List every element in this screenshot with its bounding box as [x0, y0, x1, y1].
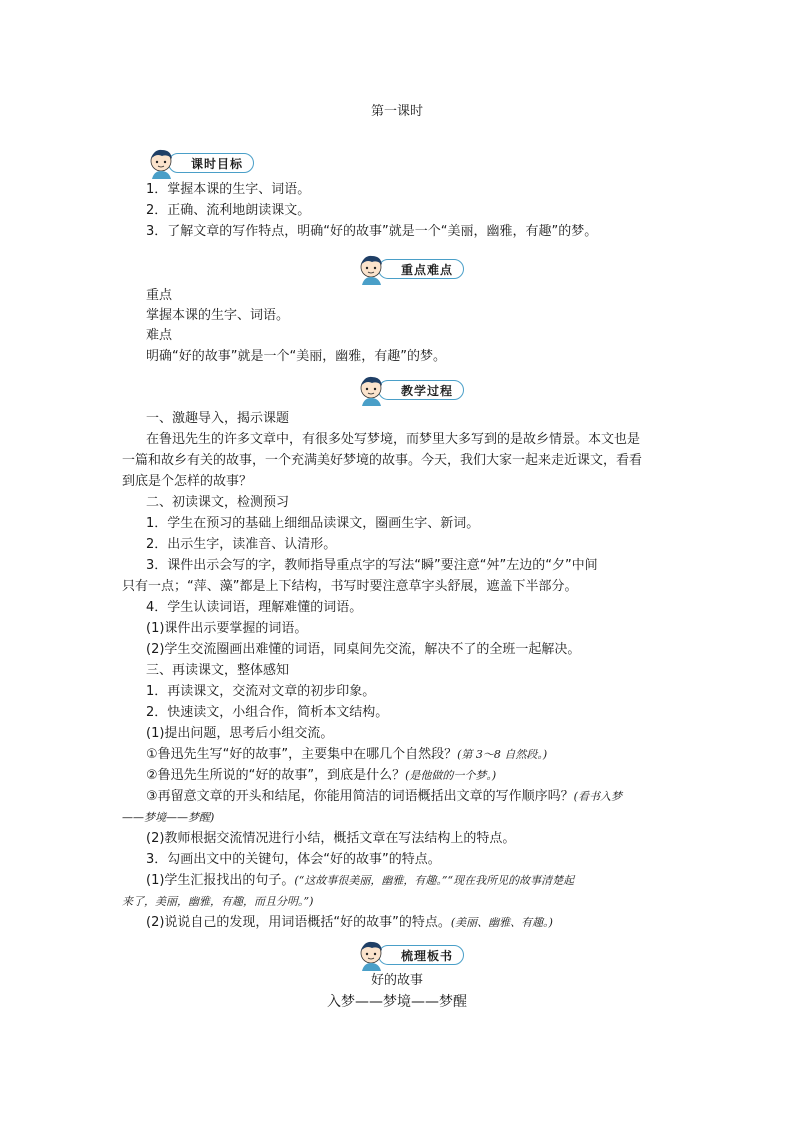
objective-item: 2．正确、流利地朗读课文。: [146, 203, 311, 218]
answer-note: ——梦境——梦醒): [122, 811, 215, 824]
objective-item: 1．掌握本课的生字、词语。: [146, 182, 311, 197]
paragraph-line: 到底是个怎样的故事？: [122, 474, 253, 489]
answer-note: (美丽、幽雅、有趣。): [450, 916, 553, 929]
list-subitem: (2)教师根据交流情况进行小结，概括文章在写法结构上的特点。: [146, 831, 516, 846]
student-mascot-icon: [356, 254, 390, 286]
section-badge-keypoints: [356, 254, 468, 284]
difficulty-text: 明确“好的故事”就是一个“美丽，幽雅，有趣”的梦。: [146, 349, 446, 364]
board-title: 好的故事: [370, 973, 423, 988]
question-text: ①鲁迅先生写“好的故事”，主要集中在哪几个自然段？: [146, 747, 458, 762]
list-subitem: (2)学生交流圈画出难懂的词语，同桌间先交流，解决不了的全班一起解决。: [146, 642, 581, 657]
list-item: 1．再读课文，交流对文章的初步印象。: [146, 684, 376, 699]
lesson-title: 第一课时: [370, 104, 423, 119]
difficulty-label: 难点: [146, 328, 173, 343]
section-heading: 三、再读课文，整体感知: [146, 663, 290, 678]
objective-item: 3．了解文章的写作特点，明确“好的故事”就是一个“美丽，幽雅，有趣”的梦。: [146, 224, 598, 239]
list-item: 3．课件出示会写的字，教师指导重点字的写法“瞬”要注意“舛”左边的“夕”中间: [146, 558, 598, 573]
answer-note: (第 3～8 自然段。): [457, 748, 548, 761]
section-badge-label: 重点难点: [378, 259, 464, 279]
student-mascot-icon: [356, 940, 390, 972]
question-item: [146, 766, 496, 786]
answer-note: (“这故事很美丽，幽雅，有趣。”“现在我所见的故事清楚起: [294, 874, 575, 887]
paragraph-line: 一篇和故乡有关的故事，一个充满美好梦境的故事。今天，我们大家一起来走近课文，看看: [122, 453, 643, 468]
question-item: [146, 787, 622, 807]
question-item: [146, 745, 547, 765]
list-item: 1．学生在预习的基础上细细品读课文，圈画生字、新词。: [146, 516, 480, 531]
section-badge-label: 梳理板书: [378, 945, 464, 965]
focus-text: 掌握本课的生字、词语。: [146, 308, 290, 323]
section-badge-label: 教学过程: [378, 380, 464, 400]
list-item: 2．出示生字，读准音、认清形。: [146, 537, 337, 552]
list-subitem: [146, 871, 574, 891]
board-flow: 入梦——梦境——梦醒: [327, 994, 467, 1010]
section-heading: 一、激趣导入，揭示课题: [146, 411, 290, 426]
list-item: 4．学生认读词语，理解难懂的词语。: [146, 600, 363, 615]
list-subitem: (1)课件出示要掌握的词语。: [146, 621, 308, 636]
paragraph-line: 在鲁迅先生的许多文章中，有很多处写梦境，而梦里大多写到的是故乡情景。本文也是: [146, 432, 641, 447]
student-mascot-icon: [356, 375, 390, 407]
section-badge-board: [356, 940, 468, 970]
focus-label: 重点: [146, 288, 173, 303]
answer-note: (看书入梦: [573, 790, 622, 803]
section-heading: 二、初读课文，检测预习: [146, 495, 290, 510]
list-subitem: (1)提出问题，思考后小组交流。: [146, 726, 334, 741]
student-mascot-icon: [146, 148, 180, 180]
subitem-text: (2)说说自己的发现，用词语概括“好的故事”的特点。: [146, 915, 451, 930]
section-badge-label: 课时目标: [168, 153, 254, 173]
list-item: 3．勾画出文中的关键句，体会“好的故事”的特点。: [146, 852, 441, 867]
section-badge-process: [356, 375, 468, 405]
list-subitem: [146, 913, 553, 933]
answer-note: 来了，美丽，幽雅，有趣，而且分明。”): [122, 895, 314, 908]
list-item: 2．快速读文，小组合作，简析本文结构。: [146, 705, 389, 720]
question-text: ③再留意文章的开头和结尾，你能用简洁的词语概括出文章的写作顺序吗？: [146, 789, 574, 804]
section-badge-objectives: [146, 148, 258, 178]
subitem-text: (1)学生汇报找出的句子。: [146, 873, 295, 888]
answer-note: (是他做的一个梦。): [405, 769, 497, 782]
question-text: ②鲁迅先生所说的“好的故事”，到底是什么？: [146, 768, 406, 783]
list-item: 只有一点；“萍、藻”都是上下结构，书写时要注意草字头舒展，遮盖下半部分。: [122, 579, 578, 594]
